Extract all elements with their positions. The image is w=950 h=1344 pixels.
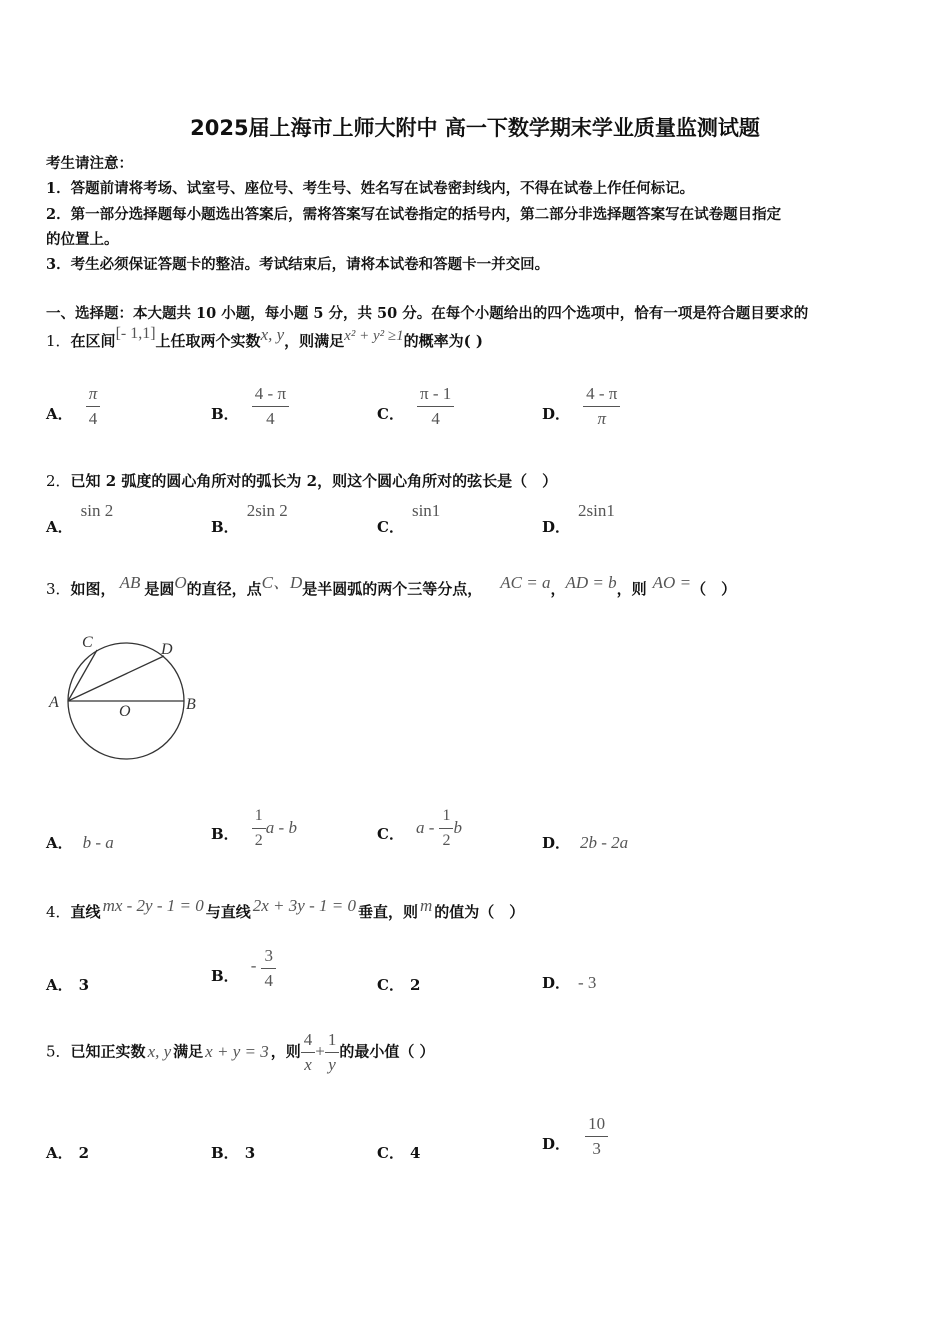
option-a[interactable]: A． $\frac{\pi}{4}$	[46, 384, 100, 429]
q5-text: 已知正实数	[70, 1042, 146, 1061]
section-heading: 一、选择题：本大题共 10 小题，每小题 5 分，共 50 分。在每个小题给出的四个选项中，恰有一项是符合题目要求的	[46, 305, 809, 322]
question-number: 3．	[46, 580, 71, 598]
q3-ao: AO =	[652, 573, 692, 592]
q3-ab: AB	[119, 573, 141, 592]
option-c[interactable]: C． 2	[377, 976, 421, 994]
q3-text: ，	[550, 580, 566, 598]
option-d[interactable]: D． $\frac{4 - \pi}{\pi}$	[542, 384, 620, 429]
q3-text: 如图，	[70, 580, 116, 598]
label-a: A	[49, 694, 59, 711]
q4-line-2: 2x + 3y - 1 = 0	[252, 896, 356, 915]
option-d[interactable]: D． $\frac{10}{3}$	[542, 1114, 608, 1159]
option-b[interactable]: B． $\frac{1}{2}$ a - b	[211, 807, 297, 849]
question-1	[46, 325, 484, 351]
question-number: 1．	[46, 332, 71, 350]
q3-text: 是半圆弧的两个三等分点，	[302, 580, 483, 598]
option-c[interactable]: C． 4	[377, 1144, 421, 1162]
q4-text: 的值为（ ）	[434, 903, 525, 921]
option-c[interactable]: C． a - $\frac{1}{2}$ b	[377, 807, 462, 849]
option-a[interactable]: A． b - a	[46, 833, 114, 852]
notice-item-1: 1．答题前请将考场、试室号、座位号、考生号、姓名写在试卷密封线内，不得在试卷上作任何标记。	[46, 180, 695, 197]
option-b[interactable]: B． 3	[211, 1144, 256, 1162]
question-number: 2．	[46, 472, 71, 490]
q4-text: 垂直，则	[357, 903, 418, 921]
option-b[interactable]: B． $\frac{4 - \pi}{4}$	[211, 384, 289, 429]
q5-fraction-2: $\frac{1}{y}$	[325, 1030, 340, 1075]
q3-text: 的直径，点	[186, 580, 262, 598]
q2-text: 已知 2 弧度的圆心角所对的弧长为 2，则这个圆心角所对的弦长是（ ）	[70, 472, 558, 490]
q4-m: m	[419, 896, 433, 915]
question-number: 5．	[46, 1042, 71, 1061]
option-b[interactable]: B．- $\frac{3}{4}$	[211, 946, 276, 991]
question-number: 4．	[46, 903, 71, 921]
q3-ad: AD = b	[565, 573, 617, 592]
option-d[interactable]: D． - 3	[542, 973, 597, 992]
question-4	[46, 896, 525, 922]
q1-text: 的概率为( )	[403, 332, 484, 350]
question-2	[46, 470, 557, 491]
option-d[interactable]: D． 2b - 2a	[542, 833, 629, 852]
q3-cd: C、D	[261, 573, 303, 592]
q1-condition: x² + y² ≥1	[344, 328, 404, 344]
circle-figure	[40, 628, 210, 768]
q5-text: ，则	[270, 1042, 301, 1061]
option-c[interactable]: C．sin1	[377, 501, 441, 536]
notice-item-2-cont: 的位置上。	[46, 231, 119, 248]
segment-ac	[68, 650, 97, 701]
option-a[interactable]: A． 3	[46, 976, 90, 994]
label-c: C	[82, 634, 93, 651]
q1-text: 在区间	[70, 332, 116, 350]
q3-ac: AC = a	[500, 573, 551, 592]
q5-plus: +	[315, 1041, 325, 1061]
q5-text: 满足	[173, 1042, 204, 1061]
label-b: B	[186, 696, 196, 713]
q1-vars: x, y	[260, 325, 285, 344]
option-a[interactable]: A．sin 2	[46, 501, 114, 536]
question-3	[46, 574, 736, 599]
page-title: 2025届上海市上师大附中 高一下数学期末学业质量监测试题	[190, 116, 760, 140]
q3-text: 是圆	[144, 580, 175, 598]
q5-equation: x + y = 3	[205, 1041, 269, 1061]
q4-text: 直线	[70, 903, 101, 921]
q1-interval: [- 1,1]	[115, 325, 156, 342]
notice-item-2: 2．第一部分选择题每小题选出答案后，需将答案写在试卷指定的括号内，第二部分非选择题答案写在试卷题目指定	[46, 206, 782, 223]
q3-text: （ ）	[691, 580, 737, 598]
q4-line-1: mx - 2y - 1 = 0	[102, 896, 204, 915]
q3-text: ，则	[616, 580, 647, 598]
option-d[interactable]: D．2sin1	[542, 501, 615, 536]
notice-item-3: 3．考生必须保证答题卡的整洁。考试结束后，请将本试卷和答题卡一并交回。	[46, 256, 550, 273]
label-o: O	[119, 703, 131, 720]
q1-text: 上任取两个实数	[155, 332, 261, 350]
option-b[interactable]: B．2sin 2	[211, 501, 288, 536]
q5-fraction-1: $\frac{4}{x}$	[301, 1030, 316, 1075]
q3-o: O	[174, 573, 187, 592]
q5-text: 的最小值（ ）	[339, 1042, 435, 1061]
q1-text: ，则满足	[284, 332, 345, 350]
option-a[interactable]: A． 2	[46, 1144, 90, 1162]
question-5	[46, 1030, 435, 1075]
label-d: D	[161, 641, 173, 658]
notice-heading: 考生请注意：	[46, 155, 133, 172]
q4-text: 与直线	[205, 903, 251, 921]
q5-vars: x, y	[147, 1041, 172, 1061]
option-c[interactable]: C． $\frac{\pi - 1}{4}$	[377, 384, 454, 429]
